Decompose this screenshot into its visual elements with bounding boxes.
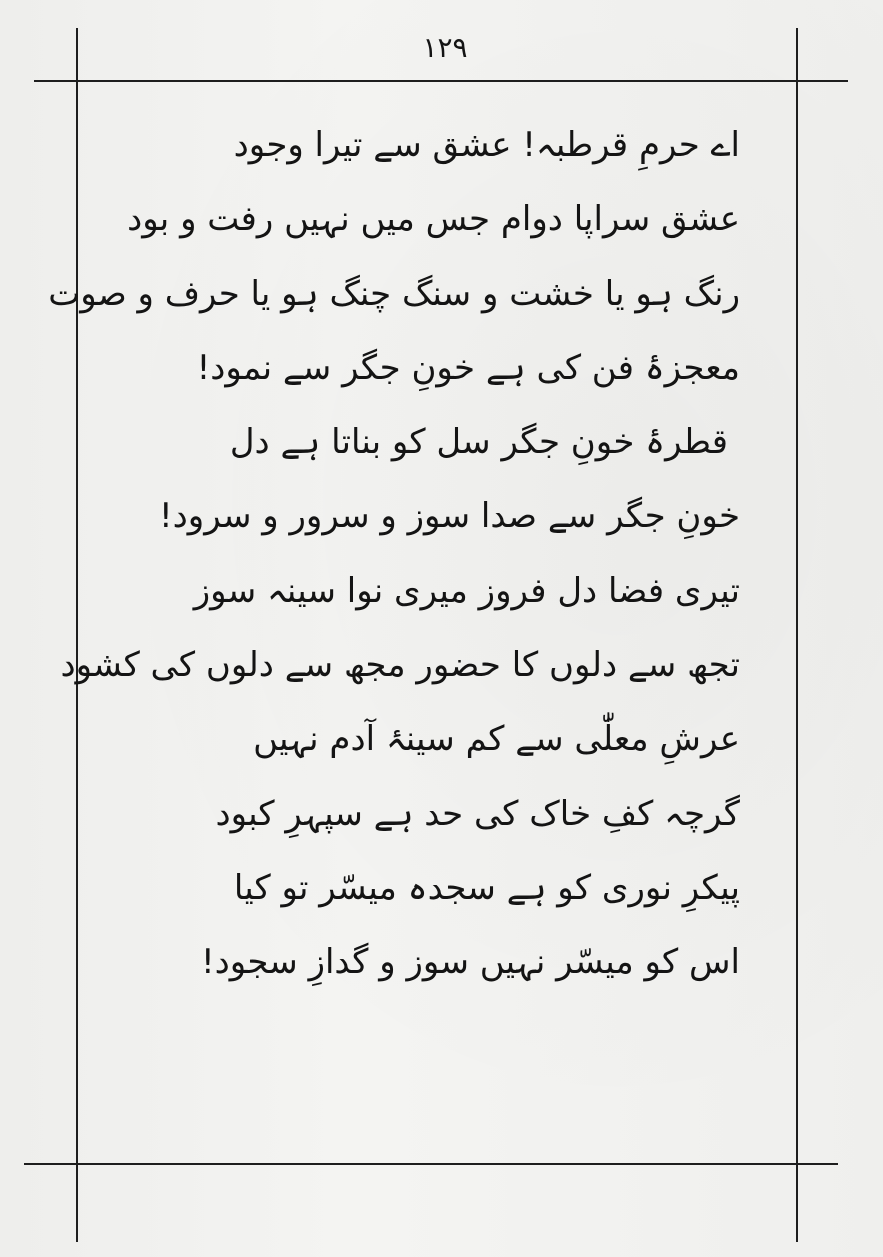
verse-line: عرشِ معلّٰی سے کم سینۂ آدم نہیں (253, 719, 740, 760)
verse-line: رنگ ہو یا خشت و سنگ چنگ ہو یا حرف و صوت (48, 273, 740, 314)
top-rule (34, 80, 848, 82)
verse-line: پیکرِ نوری کو ہے سجدہ میسّر تو کیا (233, 867, 740, 908)
verse-line: اے حرمِ قرطبہ! عشق سے تیرا وجود (233, 125, 740, 165)
page-number: ۱۲۹ (422, 31, 468, 64)
right-rule (796, 28, 798, 1242)
verse-line: اس کو میسّر نہیں سوز و گدازِ سجود! (200, 942, 740, 983)
bottom-rule (24, 1163, 838, 1165)
verse-line: خونِ جگر سے صدا سوز و سرور و سرود! (159, 496, 740, 537)
verse-line: تجھ سے دلوں کا حضور مجھ سے دلوں کی کشود (60, 645, 740, 686)
verse-line: تیری فضا دل فروز میری نوا سینہ سوز (193, 570, 740, 611)
verse-line: معجزۂ فن کی ہے خونِ جگر سے نمود! (196, 347, 740, 388)
verse-line: قطرۂ خونِ جگر سل کو بناتا ہے دل (229, 422, 728, 463)
verse-line: عشق سراپا دوام جس میں نہیں رفت و بود (127, 199, 740, 240)
verse-line: گرچہ کفِ خاک کی حد ہے سپہرِ کبود (215, 793, 740, 834)
poem-verses (48, 108, 740, 1148)
